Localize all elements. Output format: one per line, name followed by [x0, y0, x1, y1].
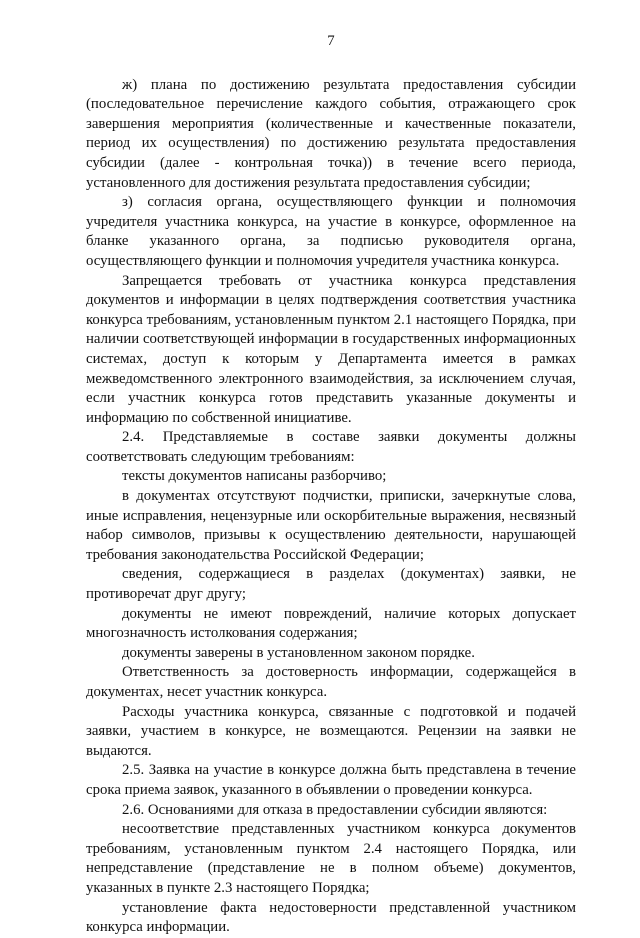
paragraph-responsibility: Ответственность за достоверность информации, содержащейся в документах, несет участник конкурса. — [86, 664, 576, 700]
paragraph-expenses: Расходы участника конкурса, связанные с подготовкой и подачей заявки, участием в конкурсе, не возмещаются. Рецензии на заявки не выдаются. — [86, 703, 576, 759]
paragraph-refusal-reason-nonconformity: несоответствие представленных участником конкурса документов требованиям, установленным пунктом 2.4 настоящего Порядка, или непредставление (представление не в полном объеме) документов, указанных в пункте 2.3 настоящего Порядка; — [86, 821, 576, 896]
paragraph-plan-subsidy-result: ж) плана по достижению результата предоставления субсидии (последовательное перечисление каждого события, отражающего срок завершения мероприятия (количественные и качественные показатели, период их осуществления) по достижению результата предоставления субсидии (далее - контрольная точка)) в течение всего периода, установленного для достижения результата предоставления субсидии; — [86, 76, 576, 191]
paragraph-section-2-5: 2.5. Заявка на участие в конкурсе должна быть представлена в течение срока приема заявок, указанного в объявлении о проведении конкурса. — [86, 762, 576, 798]
paragraph-requirement-consistency: сведения, содержащиеся в разделах (документах) заявки, не противоречат друг другу; — [86, 566, 576, 603]
paragraph-section-2-4: 2.4. Представляемые в составе заявки документы должны соответствовать следующим требованиям: — [86, 429, 576, 465]
paragraph-requirement-legible: тексты документов написаны разборчиво; — [122, 468, 387, 485]
paragraph-requirement-no-damage: документы не имеют повреждений, наличие которых допускает многозначность истолкования содержания; — [86, 605, 576, 642]
page-number: 7 — [327, 33, 335, 49]
paragraph-prohibition-on-requesting-documents: Запрещается требовать от участника конкурса представления документов и информации в целях подтверждения соответствия участника конкурса требованиям, установленным пунктом 2.1 настоящего Порядка, при наличии соответствующей информации в государственных информационных системах, доступ к которым у Департамента имеется в рамках межведомственного электронного взаимодействия, за исключением случая, если участник конкурса готов представить указанные документы и информацию по собственной инициативе. — [86, 272, 576, 426]
paragraph-requirement-certified: документы заверены в установленном законом порядке. — [122, 644, 475, 661]
paragraph-refusal-reason-false-info: установление факта недостоверности представленной участником конкурса информации. — [86, 899, 576, 936]
paragraph-founder-consent: з) согласия органа, осуществляющего функции и полномочия учредителя участника конкурса, на участие в конкурсе, оформленное на бланке указанного органа, за подписью руководителя органа, осуществляющего функции и полномочия учредителя участника конкурса. — [86, 194, 576, 269]
paragraph-requirement-no-corrections: в документах отсутствуют подчистки, приписки, зачеркнутые слова, иные исправления, нецензурные или оскорбительные выражения, несвязный набор символов, призывы к осуществлению деятельности, нарушающей требования законодательства Российской Федерации; — [86, 488, 576, 563]
paragraph-section-2-6: 2.6. Основаниями для отказа в предоставлении субсидии являются: — [122, 801, 548, 818]
